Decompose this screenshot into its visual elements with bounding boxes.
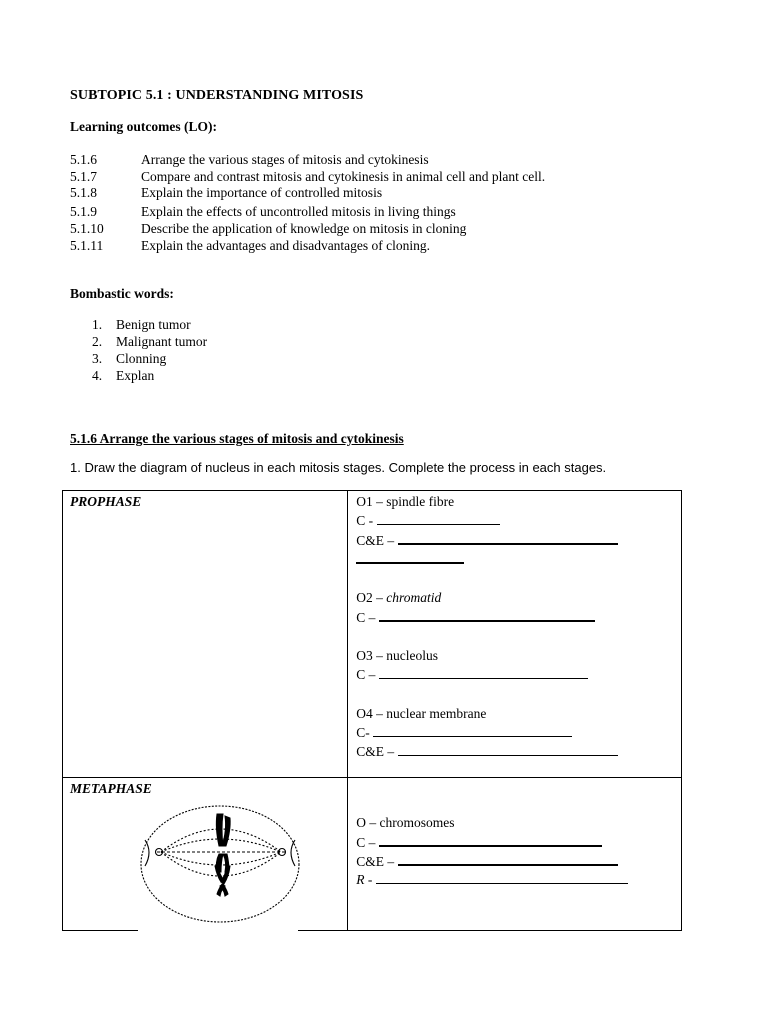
chromosome-upper [216,814,230,872]
answer-blank[interactable] [377,513,500,525]
metaphase-ce-label: C&E – [356,854,398,869]
answer-blank[interactable] [356,551,464,564]
section-heading: 5.1.6 Arrange the various stages of mitosis and cytokinesis [70,431,404,446]
answer-blank[interactable] [398,532,618,545]
answer-blank[interactable] [379,609,595,622]
list-text: Malignant tumor [116,334,208,349]
instruction-text: 1. Draw the diagram of nucleus in each mitosis stages. Complete the process in each stages. [70,460,607,475]
prophase-ce4-label: C&E – [356,744,398,759]
prophase-c4-row [356,725,572,741]
lo-item [70,152,429,169]
lo-text: Describe the application of knowledge on mitosis in cloning [141,221,467,236]
metaphase-r-suffix: - [364,872,376,887]
list-number: 4. [92,368,103,383]
metaphase-r-row [356,872,628,888]
spindle-fibre [145,840,149,866]
lo-code: 5.1.8 [70,185,97,200]
metaphase-o: O – chromosomes [356,815,455,830]
list-number: 3. [92,351,103,366]
list-item [92,317,191,333]
lo-code: 5.1.10 [70,221,104,236]
prophase-ce4-row [356,744,617,760]
answer-blank[interactable] [379,834,602,847]
stage-name-prophase: PROPHASE [70,494,142,509]
lo-text: Explain the effects of uncontrolled mitosis in living things [141,204,456,219]
list-text: Explan [116,368,155,383]
metaphase-diagram [139,796,301,932]
page-title: SUBTOPIC 5.1 : UNDERSTANDING MITOSIS [70,88,364,103]
mitosis-stages-table [62,490,682,931]
learning-outcomes-heading: Learning outcomes (LO): [70,119,217,134]
lo-item [70,238,430,255]
lo-text: Compare and contrast mitosis and cytokinesis in animal cell and plant cell. [141,169,546,184]
list-text: Benign tumor [116,317,191,332]
prophase-o2 [356,590,441,606]
metaphase-r-label: R [356,872,365,887]
lo-code: 5.1.7 [70,169,97,184]
prophase-c3-row [356,667,588,683]
prophase-c2-row [356,609,595,626]
prophase-c1-row [356,513,499,529]
prophase-c4-label: C- [356,725,374,740]
lo-text: Explain the importance of controlled mitosis [141,185,383,200]
prophase-o2-term: chromatid [386,590,442,605]
metaphase-notes-cell [348,778,682,931]
prophase-drawing-cell[interactable] [63,491,348,778]
lo-code: 5.1.11 [70,238,104,253]
prophase-c1-label: C - [356,513,377,528]
prophase-ce1-label: C&E – [356,533,398,548]
lo-code: 5.1.6 [70,152,97,167]
lo-code: 5.1.9 [70,204,97,219]
list-item [92,351,166,367]
list-item [92,334,207,350]
stage-name-metaphase: METAPHASE [70,781,152,796]
list-number: 2. [92,334,103,349]
lo-item [70,221,466,238]
prophase-ce1-continued [356,551,464,568]
prophase-ce1-row [356,532,617,549]
prophase-o3: O3 – nucleolus [356,648,438,663]
answer-blank[interactable] [398,744,618,756]
answer-blank[interactable] [398,853,618,866]
prophase-o2-prefix: O2 – [356,590,387,605]
diagram-cutout [138,929,298,935]
lo-item [70,169,545,186]
answer-blank[interactable] [373,725,572,737]
prophase-o1: O1 – spindle fibre [356,494,455,509]
metaphase-ce-row [356,853,617,870]
answer-blank[interactable] [379,667,588,679]
lo-item [70,204,456,221]
prophase-notes-cell [348,491,682,778]
chromosome-lower [215,866,230,896]
list-item [92,368,154,384]
lo-text: Arrange the various stages of mitosis and cytokinesis [141,152,429,167]
prophase-o4: O4 – nuclear membrane [356,706,487,721]
list-number: 1. [92,317,103,332]
bombastic-words-heading: Bombastic words: [70,286,174,301]
answer-blank[interactable] [376,872,628,884]
lo-item [70,185,382,202]
metaphase-c-label: C – [356,835,379,850]
list-text: Clonning [116,351,167,366]
metaphase-drawing-cell[interactable] [63,778,348,931]
prophase-c2-label: C – [356,610,379,625]
metaphase-c-row [356,834,602,851]
prophase-c3-label: C – [356,667,379,682]
lo-text: Explain the advantages and disadvantages of cloning. [141,238,431,253]
